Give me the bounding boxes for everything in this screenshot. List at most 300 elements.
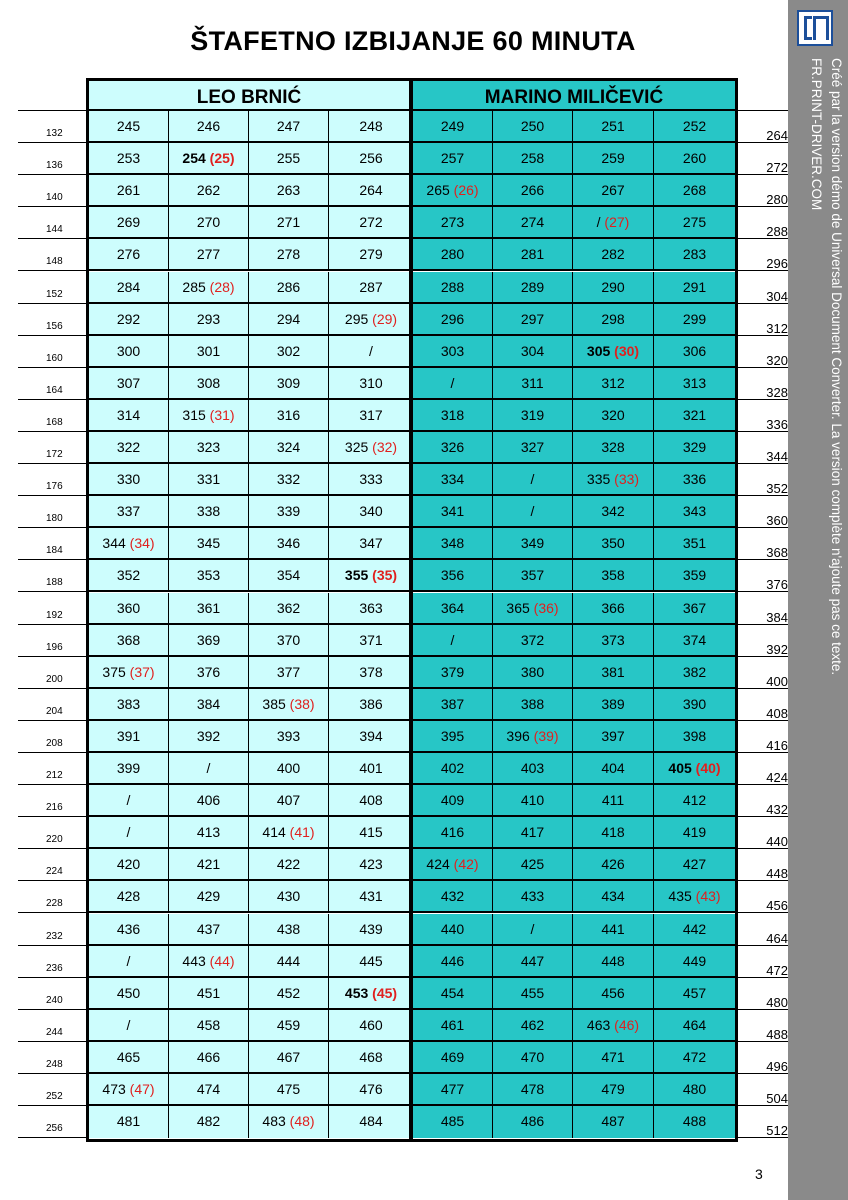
- cell-value: 445: [359, 952, 383, 969]
- cell-value: 351: [682, 535, 707, 552]
- cell-value: 251: [601, 118, 625, 134]
- cell-value: /: [530, 471, 535, 488]
- cell-value: 308: [196, 374, 221, 391]
- cell-value: 392: [196, 727, 221, 744]
- cell-value: 415: [359, 824, 383, 841]
- cell-value: 402: [440, 760, 465, 776]
- cell-value: 321: [682, 406, 707, 423]
- cell-value: /: [530, 920, 535, 937]
- cell-value: 315: [182, 406, 206, 423]
- cell-value: 389: [601, 695, 625, 712]
- cell-value: 271: [276, 214, 301, 231]
- cell-value: 466: [196, 1048, 221, 1065]
- cell-value: 302: [276, 342, 301, 359]
- cell-value: 440: [440, 920, 465, 937]
- cell-value: 422: [276, 856, 301, 873]
- cell-value: 398: [682, 727, 707, 744]
- cell-marker: (40): [691, 760, 721, 776]
- cell-value: /: [450, 374, 455, 391]
- cell-value: 380: [520, 663, 545, 680]
- cell-value: 352: [116, 567, 141, 584]
- cell-value: 373: [601, 631, 625, 648]
- left-row-number: 244: [18, 1010, 86, 1042]
- cell-value: 269: [116, 214, 141, 231]
- cell-value: 316: [276, 406, 301, 423]
- cell-value: 476: [359, 1081, 383, 1097]
- page-number: 3: [755, 1166, 763, 1182]
- cell-value: 274: [520, 214, 545, 231]
- cell-value: 362: [276, 599, 301, 616]
- cell-value: 481: [116, 1113, 141, 1130]
- cell-value: /: [450, 631, 455, 648]
- cell-value: 281: [520, 246, 545, 263]
- cell-value: 437: [196, 920, 221, 937]
- cell-value: 446: [440, 952, 465, 969]
- cell-value: 452: [276, 984, 301, 1001]
- cell-value: 254: [182, 150, 206, 167]
- cell-value: 463: [586, 1016, 611, 1033]
- right-row-number: 464: [738, 914, 788, 946]
- cell-value: 258: [520, 150, 545, 167]
- cell-value: 395: [440, 727, 465, 744]
- cell-value: 252: [682, 118, 707, 134]
- cell-marker: (27): [600, 214, 630, 231]
- cell-value: 441: [601, 920, 625, 937]
- cell-value: 297: [520, 310, 545, 327]
- cell-value: 429: [196, 888, 221, 905]
- cell-marker: (26): [449, 182, 479, 199]
- cell-value: 348: [440, 535, 465, 552]
- left-row-number: 160: [18, 336, 86, 368]
- cell-marker: (39): [529, 727, 559, 744]
- cell-value: 480: [682, 1081, 707, 1097]
- left-row-number: 168: [18, 400, 86, 432]
- cell-value: 311: [521, 374, 544, 391]
- cell-value: 317: [359, 406, 383, 423]
- cell-value: 309: [276, 374, 301, 391]
- cell-value: 377: [276, 663, 301, 680]
- cell-marker: (47): [125, 1081, 155, 1097]
- cell-value: 298: [601, 310, 625, 327]
- cell-value: 333: [359, 471, 383, 488]
- cell-value: 417: [520, 824, 545, 841]
- cell-value: 307: [116, 374, 141, 391]
- left-row-number: 220: [18, 817, 86, 849]
- cell-value: 325: [344, 439, 369, 455]
- cell-value: /: [126, 824, 131, 841]
- cell-value: 265: [426, 182, 450, 199]
- cell-marker: (36): [529, 599, 559, 616]
- left-row-number: 164: [18, 368, 86, 400]
- cell-value: 336: [682, 471, 707, 488]
- cell-value: 381: [601, 663, 625, 680]
- cell-value: 314: [116, 406, 141, 423]
- cell-value: 390: [682, 695, 707, 712]
- cell-value: 347: [359, 535, 383, 552]
- cell-value: 420: [116, 856, 141, 873]
- cell-value: 418: [601, 824, 625, 841]
- cell-value: 487: [601, 1113, 625, 1130]
- right-row-number: 264: [738, 111, 788, 143]
- cell-value: 344: [102, 535, 126, 552]
- cell-value: /: [369, 342, 373, 359]
- cell-value: 423: [359, 856, 383, 873]
- left-row-number: 252: [18, 1074, 86, 1106]
- cell-value: 288: [440, 278, 465, 295]
- cell-value: 335: [586, 471, 611, 488]
- left-row-number: 240: [18, 978, 86, 1010]
- cell-value: 300: [116, 342, 141, 359]
- cell-value: 407: [276, 792, 301, 809]
- cell-value: 261: [116, 182, 141, 199]
- cell-value: /: [596, 214, 601, 231]
- cell-value: 256: [359, 150, 383, 167]
- cell-value: 471: [601, 1048, 625, 1065]
- right-team-header: MARINO MILIČEVIĆ: [413, 81, 735, 111]
- cell-value: 264: [359, 182, 383, 199]
- cell-value: 330: [116, 471, 141, 488]
- cell-value: 394: [359, 727, 383, 744]
- right-row-number: 480: [738, 978, 788, 1010]
- cell-value: 464: [682, 1016, 707, 1033]
- cell-value: 461: [440, 1016, 465, 1033]
- right-row-number: 336: [738, 400, 788, 432]
- cell-value: 409: [440, 792, 465, 809]
- cell-marker: (29): [368, 310, 398, 327]
- cell-value: 397: [601, 727, 625, 744]
- right-row-number: 408: [738, 689, 788, 721]
- cell-value: 474: [196, 1081, 221, 1097]
- cell-marker: (38): [285, 695, 315, 712]
- cell-value: 488: [682, 1113, 707, 1130]
- cell-value: 272: [359, 214, 383, 231]
- right-row-number: 504: [738, 1074, 788, 1106]
- cell-value: 387: [440, 695, 465, 712]
- cell-value: 267: [601, 182, 625, 199]
- cell-value: 482: [196, 1113, 221, 1130]
- right-row-number: 456: [738, 881, 788, 913]
- right-row-number: 312: [738, 304, 788, 336]
- left-row-number: 212: [18, 753, 86, 785]
- right-row-number: 280: [738, 175, 788, 207]
- cell-value: 414: [262, 824, 286, 841]
- cell-value: 382: [682, 663, 707, 680]
- cell-value: 346: [276, 535, 301, 552]
- cell-value: 313: [682, 374, 707, 391]
- cell-marker: (30): [610, 342, 640, 359]
- cell-value: 318: [440, 406, 465, 423]
- right-row-number: 272: [738, 143, 788, 175]
- right-row-number: 432: [738, 785, 788, 817]
- cell-value: 368: [116, 631, 141, 648]
- right-row-number: 304: [738, 272, 788, 304]
- cell-value: 439: [359, 920, 383, 937]
- cell-value: 268: [682, 182, 707, 199]
- right-row-number: 496: [738, 1042, 788, 1074]
- left-row-number: 156: [18, 304, 86, 336]
- cell-marker: (34): [125, 535, 155, 552]
- right-row-number: 384: [738, 593, 788, 625]
- right-row-number: 400: [738, 657, 788, 689]
- right-row-number: 344: [738, 432, 788, 464]
- cell-value: 250: [520, 118, 545, 134]
- watermark: [805, 58, 845, 778]
- cell-value: 275: [682, 214, 707, 231]
- cell-value: 359: [682, 567, 707, 584]
- cell-value: 299: [682, 310, 707, 327]
- cell-value: 467: [276, 1048, 301, 1065]
- right-row-number: 288: [738, 207, 788, 239]
- cell-value: 332: [276, 471, 301, 488]
- cell-value: 369: [196, 631, 221, 648]
- cell-marker: (41): [285, 824, 315, 841]
- cell-value: 426: [601, 856, 625, 873]
- cell-value: 323: [196, 439, 221, 455]
- cell-value: /: [126, 952, 131, 969]
- cell-value: 472: [682, 1048, 707, 1065]
- cell-value: 405: [668, 760, 692, 776]
- cell-value: 353: [196, 567, 221, 584]
- cell-value: 329: [682, 439, 707, 455]
- cell-value: 475: [276, 1081, 301, 1097]
- cell-value: 367: [682, 599, 707, 616]
- cell-value: 453: [344, 984, 369, 1001]
- cell-value: 293: [196, 310, 221, 327]
- cell-value: 451: [196, 984, 221, 1001]
- cell-value: /: [530, 503, 535, 520]
- cell-value: 458: [196, 1016, 221, 1033]
- cell-value: 255: [276, 150, 301, 167]
- cell-value: 486: [520, 1113, 545, 1130]
- cell-value: 412: [682, 792, 707, 809]
- cell-value: 370: [276, 631, 301, 648]
- right-row-number: 360: [738, 496, 788, 528]
- cell-value: 356: [440, 567, 465, 584]
- left-row-number: 224: [18, 849, 86, 881]
- cell-value: 280: [440, 246, 465, 263]
- cell-value: 337: [116, 503, 141, 520]
- cell-value: 342: [601, 503, 625, 520]
- left-row-number: 148: [18, 239, 86, 271]
- cell-value: 419: [682, 824, 707, 841]
- cell-value: 365: [506, 599, 530, 616]
- cell-value: 473: [102, 1081, 126, 1097]
- cell-value: 465: [116, 1048, 141, 1065]
- cell-value: 354: [276, 567, 301, 584]
- cell-value: 249: [440, 118, 465, 134]
- cell-marker: (25): [205, 150, 235, 167]
- cell-value: 338: [196, 503, 221, 520]
- cell-value: 285: [182, 278, 206, 295]
- cell-value: 292: [116, 310, 141, 327]
- cell-value: 400: [276, 760, 301, 776]
- team-divider: [409, 78, 413, 1142]
- cell-value: 460: [359, 1016, 383, 1033]
- cell-value: 276: [116, 246, 141, 263]
- cell-marker: (43): [691, 888, 721, 905]
- cell-value: 432: [440, 888, 465, 905]
- cell-value: 306: [682, 342, 707, 359]
- cell-value: 326: [440, 439, 465, 455]
- cell-value: 376: [196, 663, 221, 680]
- cell-value: 411: [601, 792, 625, 809]
- right-row-number: 448: [738, 849, 788, 881]
- cell-value: 266: [520, 182, 545, 199]
- cell-value: 273: [440, 214, 465, 231]
- cell-value: 462: [520, 1016, 545, 1033]
- cell-value: 393: [276, 727, 301, 744]
- right-top-rule: [738, 110, 788, 111]
- cell-value: 410: [520, 792, 545, 809]
- right-row-number: 512: [738, 1106, 788, 1138]
- cell-value: 282: [601, 246, 625, 263]
- cell-value: 399: [116, 760, 141, 776]
- cell-value: 358: [601, 567, 625, 584]
- cell-value: 428: [116, 888, 141, 905]
- right-row-number: 296: [738, 239, 788, 271]
- cell-value: 386: [359, 695, 383, 712]
- cell-value: 404: [601, 760, 625, 776]
- cell-value: 401: [359, 760, 383, 776]
- left-row-number: 256: [18, 1106, 86, 1138]
- cell-value: 424: [426, 856, 450, 873]
- right-row-number: 416: [738, 721, 788, 753]
- cell-value: 454: [440, 984, 465, 1001]
- cell-value: 442: [682, 920, 707, 937]
- right-row-number: 472: [738, 946, 788, 978]
- left-row-number: 216: [18, 785, 86, 817]
- cell-value: 456: [601, 984, 625, 1001]
- left-row-number: 144: [18, 207, 86, 239]
- left-top-rule: [18, 110, 86, 111]
- left-row-number: 132: [18, 111, 86, 143]
- cell-value: 361: [196, 599, 221, 616]
- cell-value: 444: [276, 952, 301, 969]
- cell-value: 431: [359, 888, 383, 905]
- cell-value: 320: [601, 406, 625, 423]
- cell-value: 327: [520, 439, 545, 455]
- left-row-number: 248: [18, 1042, 86, 1074]
- cell-value: 319: [520, 406, 545, 423]
- cell-value: 310: [359, 374, 383, 391]
- left-row-number: 232: [18, 914, 86, 946]
- cell-value: /: [126, 792, 131, 809]
- cell-marker: (42): [449, 856, 479, 873]
- cell-value: 378: [359, 663, 383, 680]
- cell-value: 483: [262, 1113, 286, 1130]
- cell-marker: (35): [368, 567, 398, 584]
- left-row-number: 140: [18, 175, 86, 207]
- cell-value: 305: [586, 342, 611, 359]
- cell-value: 374: [682, 631, 707, 648]
- cell-value: 247: [276, 118, 301, 134]
- cell-marker: (33): [610, 471, 640, 488]
- cell-marker: (32): [368, 439, 398, 455]
- left-row-number: 208: [18, 721, 86, 753]
- cell-value: 391: [116, 727, 141, 744]
- left-row-number: 172: [18, 432, 86, 464]
- left-row-number: 200: [18, 657, 86, 689]
- right-row-number: 424: [738, 753, 788, 785]
- cell-value: 388: [520, 695, 545, 712]
- cell-value: 303: [440, 342, 465, 359]
- cell-value: 470: [520, 1048, 545, 1065]
- cell-value: 304: [520, 342, 545, 359]
- cell-marker: (46): [610, 1016, 640, 1033]
- cell-value: 291: [682, 278, 707, 295]
- udc-logo-icon: [797, 10, 833, 46]
- cell-value: 294: [276, 310, 301, 327]
- cell-value: 245: [116, 118, 141, 134]
- cell-value: 343: [682, 503, 707, 520]
- cell-value: 324: [276, 439, 301, 455]
- cell-value: 257: [440, 150, 465, 167]
- right-row-number: 368: [738, 528, 788, 560]
- left-row-number: 180: [18, 496, 86, 528]
- cell-value: 406: [196, 792, 221, 809]
- cell-value: 455: [520, 984, 545, 1001]
- cell-value: 360: [116, 599, 141, 616]
- cell-value: 260: [682, 150, 707, 167]
- cell-value: 263: [276, 182, 301, 199]
- cell-marker: (31): [205, 406, 235, 423]
- cell-value: 341: [440, 503, 465, 520]
- cell-value: 484: [359, 1113, 383, 1130]
- right-row-number: 320: [738, 336, 788, 368]
- cell-value: 290: [601, 278, 625, 295]
- right-row-number: 392: [738, 625, 788, 657]
- cell-value: 477: [440, 1081, 465, 1097]
- cell-value: 349: [520, 535, 545, 552]
- cell-value: 357: [520, 567, 545, 584]
- left-row-number: 204: [18, 689, 86, 721]
- cell-value: 328: [601, 439, 625, 455]
- cell-value: 322: [116, 439, 141, 455]
- cell-marker: (28): [205, 278, 235, 295]
- cell-value: 448: [601, 952, 625, 969]
- cell-value: 283: [682, 246, 707, 263]
- right-row-number: 376: [738, 560, 788, 592]
- cell-value: 350: [601, 535, 625, 552]
- cell-value: 340: [359, 503, 383, 520]
- cell-value: 379: [440, 663, 465, 680]
- right-row-number: 352: [738, 464, 788, 496]
- cell-value: 457: [682, 984, 707, 1001]
- left-team-header: LEO BRNIĆ: [89, 81, 409, 111]
- cell-value: 385: [262, 695, 286, 712]
- cell-value: 396: [506, 727, 530, 744]
- left-row-number: 236: [18, 946, 86, 978]
- cell-value: 246: [196, 118, 221, 134]
- cell-value: 289: [520, 278, 545, 295]
- left-row-number: 152: [18, 272, 86, 304]
- cell-value: 403: [520, 760, 545, 776]
- cell-value: 339: [276, 503, 301, 520]
- cell-value: 248: [359, 118, 383, 134]
- cell-value: 355: [344, 567, 369, 584]
- cell-marker: (48): [285, 1113, 315, 1130]
- cell-value: 284: [116, 278, 141, 295]
- cell-value: 469: [440, 1048, 465, 1065]
- cell-value: /: [126, 1016, 131, 1033]
- cell-value: 277: [196, 246, 221, 263]
- cell-value: 259: [601, 150, 625, 167]
- cell-value: 430: [276, 888, 301, 905]
- cell-value: 436: [116, 920, 141, 937]
- cell-value: 331: [196, 471, 221, 488]
- cell-value: 364: [440, 599, 465, 616]
- cell-value: 427: [682, 856, 707, 873]
